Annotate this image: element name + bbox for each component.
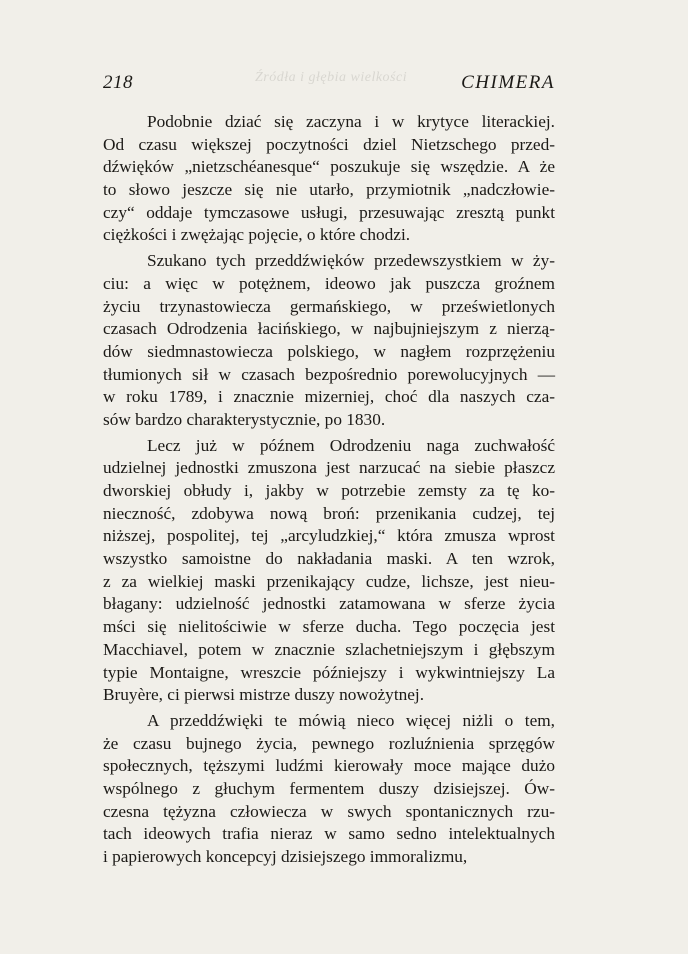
- text-line: i papierowych koncepcyj dzisiejszego immoralizmu,: [103, 847, 468, 866]
- text-line: czasach Odrodzenia łacińskiego, w najbujniejszym z nierzą-: [103, 319, 555, 339]
- text-line: sów bardzo charakterystycznie, po 1830.: [103, 409, 386, 429]
- text-line: tłumionych sił w czasach bezpośrednio porewolucyjnych —: [103, 364, 555, 384]
- text-line: A przeddźwięki te mówią nieco więcej niżli o tem,: [147, 710, 555, 730]
- text-line: wszystko samoistne do nakładania maski. A ten wzrok,: [103, 549, 555, 569]
- text-line: czy“ oddaje tymczasowe usługi, przesuwając zresztą punkt: [103, 202, 555, 222]
- text-line: niższej, pospolitej, tej „arcyludzkiej,“ która zmusza wprost: [103, 526, 555, 546]
- text-line: typie Montaigne, wreszcie późniejszy i wykwintniejszy La: [103, 662, 555, 682]
- page-number: 218: [103, 72, 133, 93]
- text-line: wspólnego z głuchym fermentem duszy dzisiejszej. Ów-: [103, 778, 555, 798]
- text-line: błagany: udzielność jednostki zatamowana w sferze życia: [103, 594, 555, 614]
- text-line: że czasu bujnego życia, pewnego rozluźnienia sprzęgów: [103, 733, 555, 753]
- text-line: ciężkości i zwężając pojęcie, o które chodzi.: [103, 225, 411, 245]
- text-line: udzielnej jednostki zmuszona jest narzucać na siebie płaszcz: [103, 458, 555, 478]
- text-line: Bruyère, ci pierwsi mistrze duszy nowożytnej.: [103, 685, 425, 705]
- show-through-text: Źródła i głębia wielkości: [255, 70, 408, 85]
- text-line: Lecz już w późnem Odrodzeniu naga zuchwałość: [147, 435, 555, 455]
- text-line: to słowo jeszcze się nie utarło, przymiotnik „nadczłowie-: [103, 180, 555, 200]
- paragraph: [103, 111, 555, 247]
- text-line: ciu: a więc w potężnem, ideowo jak puszcza groźnem: [103, 273, 555, 293]
- text-line: nieczność, zdobywa nową broń: przenikania cudzej, tej: [103, 503, 555, 523]
- text-line: w roku 1789, i znacznie mizerniej, choć dla naszych cza-: [103, 387, 555, 407]
- paragraph: [103, 435, 555, 707]
- text-line: dworskiej obłudy i, jakby w potrzebie zemsty za tę ko-: [103, 481, 555, 500]
- text-line: dów siedmnastowiecza polskiego, w nagłem rozprzężeniu: [103, 341, 555, 361]
- paragraph: [103, 710, 555, 869]
- text-line: społecznych, tęższymi ludźmi kierowały moce mające dużo: [103, 756, 555, 776]
- text-line: Szukano tych przeddźwięków przedewszystkiem w ży-: [147, 251, 555, 271]
- text-line: tach ideowych trafia nieraz w samo sedno intelektualnych: [103, 824, 555, 844]
- text-line: Macchiavel, potem w znacznie szlachetniejszym i głębszym: [103, 639, 555, 659]
- text-line: Podobnie dziać się zaczyna i w krytyce literackiej.: [147, 112, 555, 131]
- running-title: CHIMERA: [461, 72, 555, 93]
- text-line: mści się nielitościwie w sferze ducha. Tego poczęcia jest: [103, 617, 555, 637]
- body-text: [103, 111, 555, 869]
- paragraph: [103, 250, 555, 432]
- text-line: czesna tężyzna człowiecza w swych spontanicznych rzu-: [103, 801, 555, 821]
- text-line: Od czasu większej poczytności dziel Nietzschego przed-: [103, 134, 555, 154]
- text-line: dźwięków „nietzschéanesque“ poszukuje się wszędzie. A że: [103, 157, 555, 177]
- text-line: życiu trzynastowiecza germańskiego, w prześwietlonych: [103, 296, 555, 316]
- text-line: z za wielkiej maski przenikający cudze, lichsze, jest nieu-: [103, 571, 555, 591]
